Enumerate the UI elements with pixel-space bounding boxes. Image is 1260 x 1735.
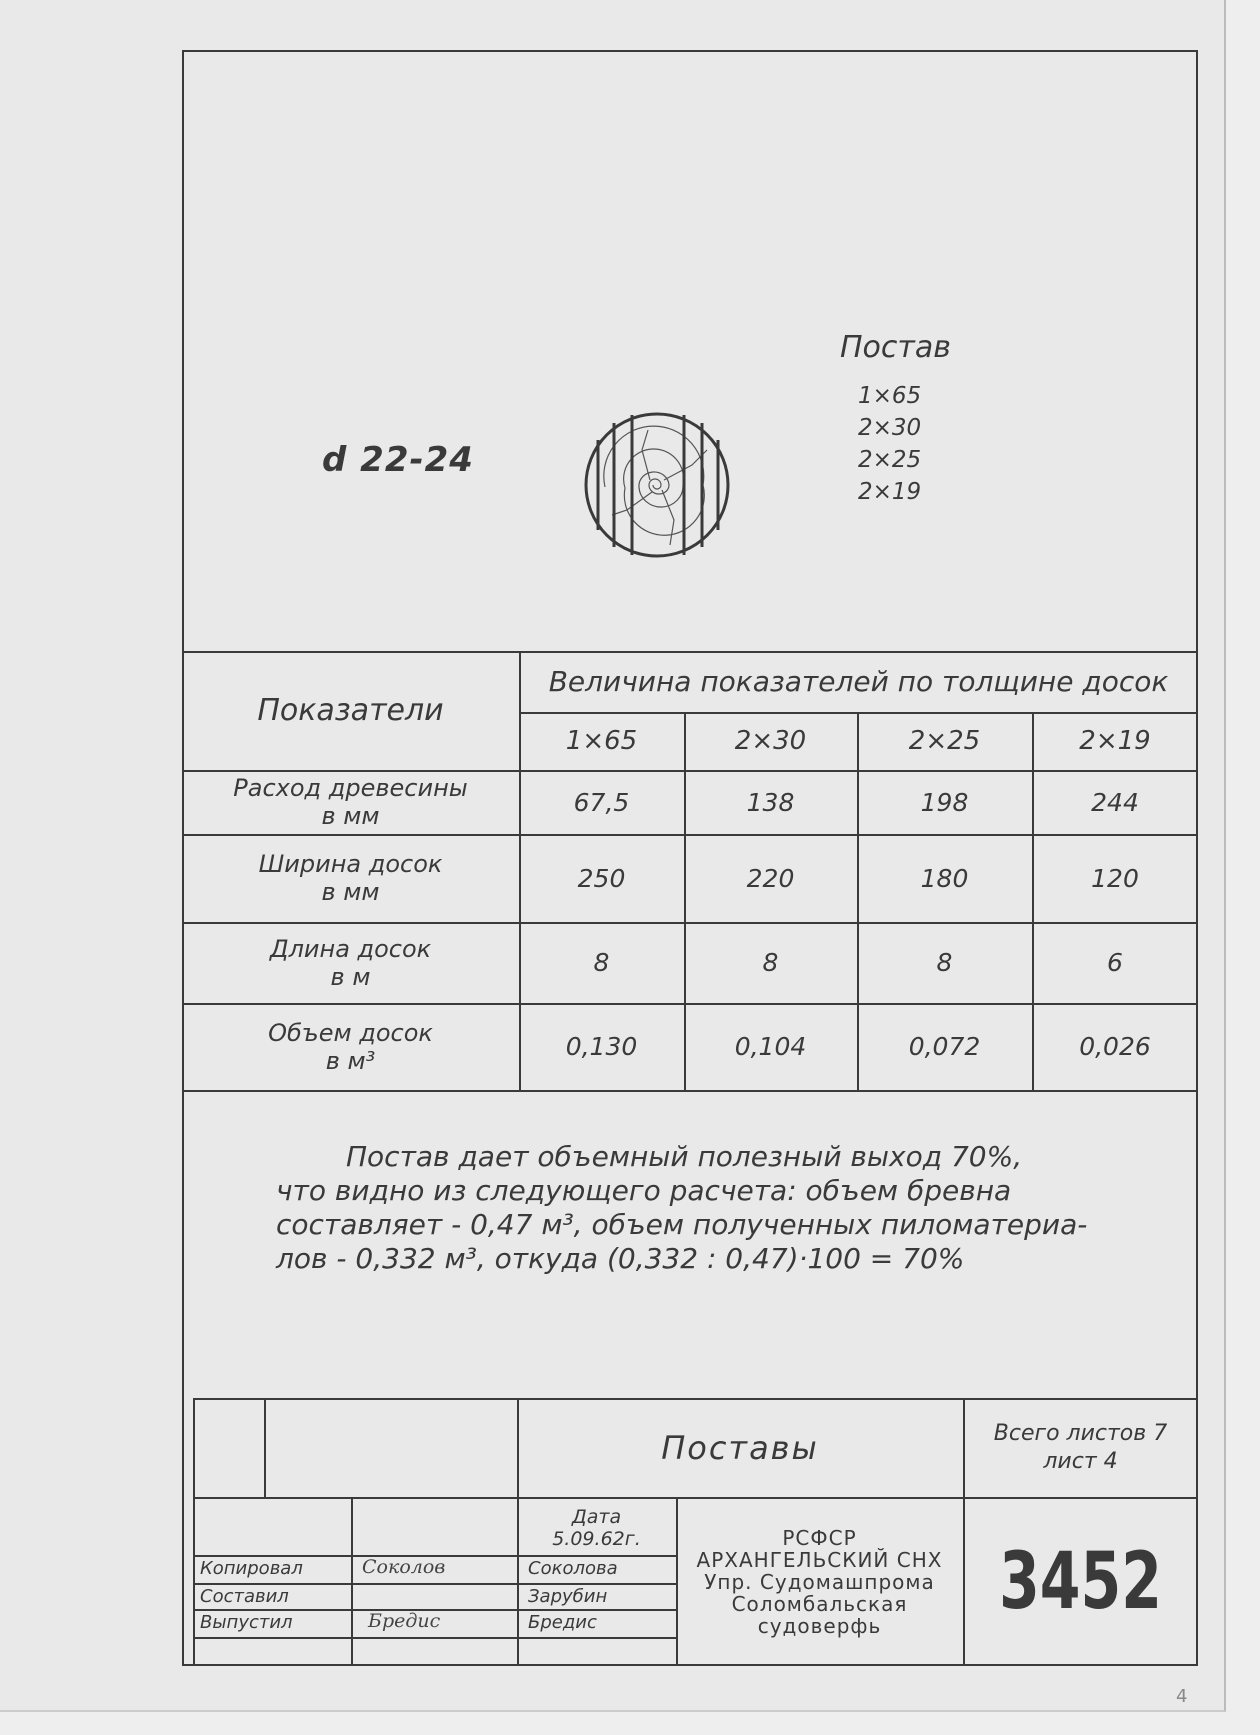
table-cell: 8 (593, 948, 610, 977)
person-name: Соколова (528, 1558, 618, 1579)
note-line: что видно из следующего расчета: объем бревна (276, 1174, 1012, 1207)
table-cell: 198 (920, 787, 969, 817)
row-label-unit: в м (330, 962, 371, 991)
organization-stamp (676, 1497, 963, 1666)
table-cell: 0,026 (1079, 1032, 1151, 1061)
table-header-indicators: Показатели (257, 693, 444, 728)
postav-item: 1×65 (858, 383, 922, 409)
org-line: Соломбальская (731, 1591, 908, 1616)
table-cell: 6 (1107, 948, 1123, 977)
row-label-line: Длина досок (269, 934, 432, 963)
org-line: судоверфь (757, 1613, 882, 1638)
row-label-line: Расход древесины (233, 774, 468, 802)
table-cell: 0,072 (908, 1032, 981, 1061)
row-label-line: Ширина досок (258, 850, 443, 878)
row-label-unit: в мм (321, 878, 380, 906)
table-cell: 0,104 (734, 1032, 807, 1061)
date-value: 5.09.62г. (552, 1527, 641, 1550)
table-row-label (182, 770, 519, 834)
log-cross-section-icon (582, 410, 732, 560)
table-cell: 180 (920, 863, 969, 893)
sheets-total: Всего листов 7 (993, 1420, 1168, 1446)
postav-item: 2×19 (858, 479, 922, 505)
table-cell: 120 (1091, 863, 1139, 893)
table-cell: 8 (936, 948, 953, 977)
org-line: Упр. Судомашпрома (704, 1569, 935, 1594)
table-cell: 220 (746, 863, 795, 893)
org-line: РСФСР (782, 1525, 857, 1550)
date-label: Дата (571, 1505, 622, 1528)
table-bottom-line (182, 1090, 1198, 1092)
postav-title: Постав (840, 330, 951, 365)
table-cell: 8 (762, 948, 779, 977)
date-cell (517, 1500, 676, 1555)
table-column-header: 2×30 (734, 726, 807, 756)
org-line: АРХАНГЕЛЬСКИЙ СНХ (696, 1547, 943, 1572)
table-cell: 250 (577, 863, 626, 893)
row-label-unit: в м³ (325, 1046, 376, 1075)
signature: Соколов (362, 1556, 446, 1578)
role-label: Составил (200, 1586, 289, 1607)
table-cell: 0,130 (565, 1032, 638, 1061)
table-cell: 138 (746, 787, 795, 817)
table-row-label (182, 922, 519, 1003)
title-block-line (264, 1398, 266, 1497)
drawing-title: Поставы (661, 1428, 819, 1467)
note-line: составляет - 0,47 м³, объем полученных пиломатериа- (276, 1208, 1088, 1241)
signature: Бредис (368, 1610, 441, 1632)
note-line: Постав дает объемный полезный выход 70%, (346, 1140, 1023, 1173)
postav-list (858, 380, 921, 508)
diameter-label: d 22-24 (322, 440, 474, 480)
row-label-unit: в мм (321, 802, 380, 830)
sheet-info (963, 1398, 1198, 1497)
role-label: Копировал (200, 1558, 303, 1579)
corner-mark: 4 (1176, 1686, 1188, 1707)
table-cell: 244 (1091, 787, 1139, 817)
table-header-span: Величина показателей по толщине досок (548, 665, 1169, 698)
title-block-left-line (193, 1398, 195, 1666)
title-block-line (193, 1583, 676, 1585)
row-label-line: Объем досок (268, 1018, 433, 1047)
table-column-header: 1×65 (565, 726, 638, 756)
title-block-line (351, 1497, 353, 1666)
yield-note (276, 1140, 1216, 1276)
person-name: Бредис (528, 1612, 597, 1633)
table-row-label (182, 1003, 519, 1090)
sheet-current: лист 4 (1043, 1448, 1118, 1474)
table-cell: 67,5 (573, 787, 630, 817)
table-column-header: 2×19 (1079, 726, 1151, 756)
drawing-number: 3452 (999, 1536, 1162, 1627)
postav-item: 2×25 (858, 447, 922, 473)
role-label: Выпустил (200, 1612, 293, 1633)
title-block-line (193, 1637, 676, 1639)
table-row-label (182, 834, 519, 922)
person-name: Зарубин (528, 1586, 608, 1607)
table-column-header: 2×25 (908, 726, 981, 756)
note-line: лов - 0,332 м³, откуда (0,332 : 0,47)·100 = 70% (276, 1242, 965, 1275)
postav-item: 2×30 (858, 415, 922, 441)
